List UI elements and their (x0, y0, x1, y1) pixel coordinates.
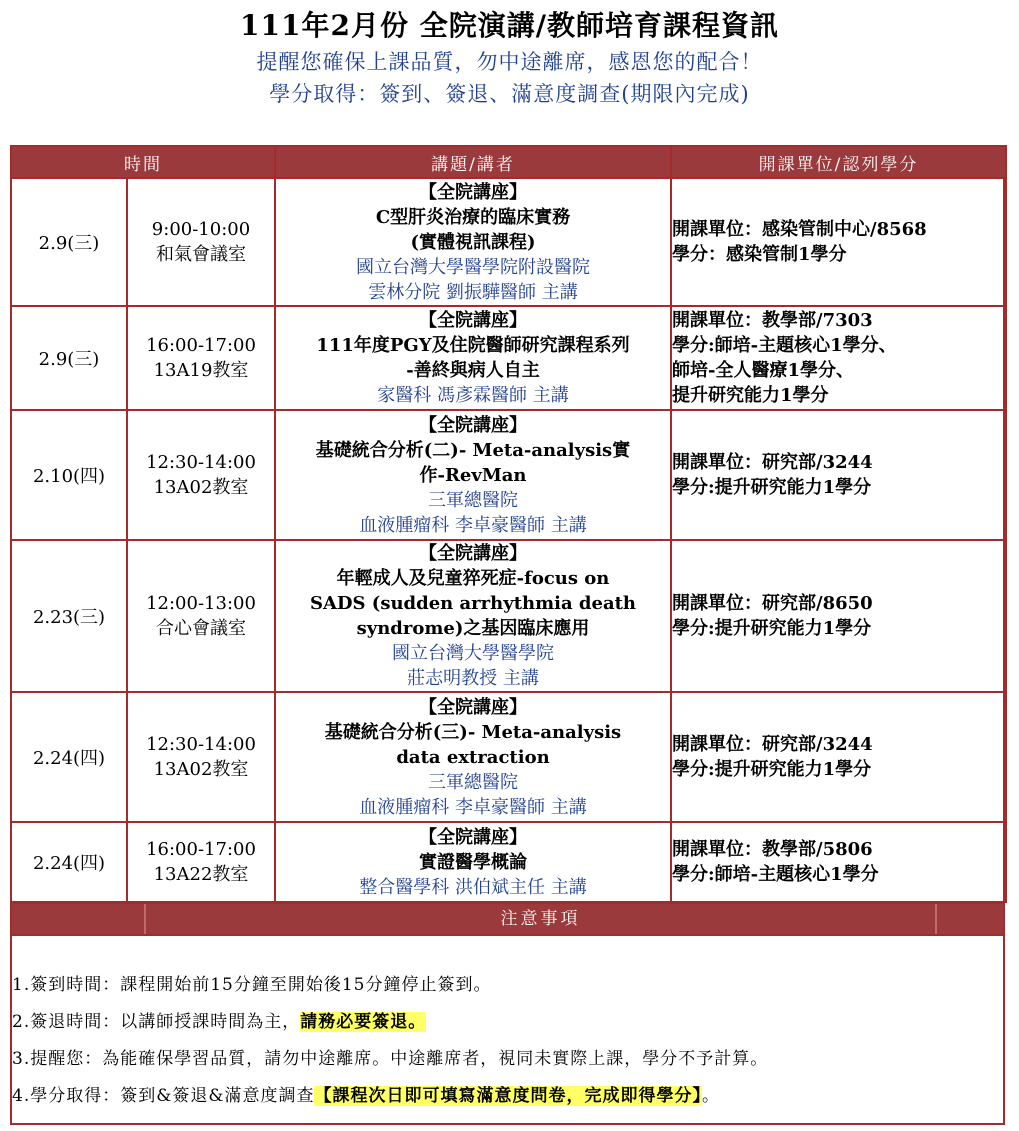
schedule-table (10, 145, 1007, 903)
note-text: 4.學分取得：簽到&簽退&滿意度調查 (12, 1086, 315, 1106)
course-title-line: syndrome)之基因臨床應用 (356, 618, 590, 639)
page-title: 111年2月份 全院演講/教師培育課程資訊 (240, 9, 779, 42)
table-row (11, 540, 1006, 692)
table-header-row (11, 146, 1006, 178)
table-row (11, 822, 1006, 902)
credit-line: 開課單位：研究部/3244 (672, 452, 873, 473)
note-item (12, 1081, 720, 1106)
course-time-room (127, 306, 275, 410)
notes-header-right (935, 904, 1003, 934)
speaker-line: 國立台灣大學醫學院附設醫院 (356, 256, 590, 278)
course-title-line: data extraction (396, 746, 550, 768)
credit-line: 開課單位：教學部/7303 (672, 310, 873, 331)
course-credit (671, 410, 1006, 540)
credit-line: 師培-全人醫療1學分、 (672, 360, 854, 381)
course-date: 2.10(四) (11, 410, 127, 540)
lecture-tag: 【全院講座】 (419, 310, 527, 331)
header-time: 時間 (11, 146, 275, 178)
course-room: 13A19教室 (153, 360, 249, 381)
speaker-line: 國立台灣大學醫學院 (392, 643, 554, 664)
note-highlight: 【課程次日即可填寫滿意度問卷，完成即得學分】 (314, 1086, 702, 1106)
course-time: 12:30-14:00 (146, 734, 256, 755)
speaker-line: 三軍總醫院 (428, 771, 518, 793)
course-title-line: 111年度PGY及住院醫師研究課程系列 (316, 335, 630, 356)
course-time-room (127, 822, 275, 902)
course-title-line: 年輕成人及兒童猝死症-focus on (336, 568, 610, 589)
course-date: 2.23(三) (11, 540, 127, 692)
course-topic (275, 178, 671, 306)
course-credit (671, 692, 1006, 822)
speaker-line: 家醫科 馮彥霖醫師 主講 (377, 385, 569, 406)
reminder-text: 提醒您確保上課品質，勿中途離席，感恩您的配合！ (256, 50, 763, 74)
lecture-tag: 【全院講座】 (419, 826, 527, 848)
note-item: 1.簽到時間：課程開始前15分鐘至開始後15分鐘停止簽到。 (12, 975, 492, 995)
header-topic: 講題/講者 (275, 146, 671, 178)
credit-line: 開課單位：研究部/3244 (672, 734, 873, 755)
course-credit (671, 178, 1006, 306)
notes-header-left (12, 904, 146, 934)
course-title-line: SADS (sudden arrhythmia death (309, 593, 637, 614)
course-time-room (127, 692, 275, 822)
course-topic (275, 540, 671, 692)
course-title-line: 基礎統合分析(二)- Meta-analysis實 (315, 439, 631, 461)
speaker-line: 血液腫瘤科 李卓豪醫師 主講 (359, 796, 587, 818)
credit-line: 學分：感染管制1學分 (672, 244, 847, 265)
course-time-room (127, 178, 275, 306)
note-item (12, 1007, 426, 1032)
credit-line: 開課單位：感染管制中心/8568 (672, 219, 927, 240)
course-date: 2.9(三) (11, 306, 127, 410)
course-topic (275, 306, 671, 410)
credit-line: 開課單位：研究部/8650 (672, 593, 873, 614)
course-time: 16:00-17:00 (146, 839, 256, 860)
credit-line: 開課單位：教學部/5806 (672, 839, 873, 860)
course-title-line: 作-RevMan (419, 464, 527, 486)
course-topic (275, 692, 671, 822)
course-room: 13A02教室 (153, 477, 249, 498)
course-credit (671, 540, 1006, 692)
course-time-room (127, 410, 275, 540)
table-row (11, 692, 1006, 822)
credit-line: 學分:師培-主題核心1學分、 (672, 335, 897, 356)
table-row (11, 410, 1006, 540)
credit-line: 學分:提升研究能力1學分 (672, 477, 872, 498)
course-date: 2.24(四) (11, 692, 127, 822)
lecture-tag: 【全院講座】 (419, 414, 527, 436)
course-topic (275, 410, 671, 540)
course-topic (275, 822, 671, 902)
lecture-tag: 【全院講座】 (419, 696, 527, 718)
notes-header (10, 902, 1005, 936)
notes-heading: 注意事項 (500, 909, 581, 929)
note-item: 3.提醒您：為能確保學習品質，請勿中途離席。中途離席者，視同未實際上課，學分不予計算。 (12, 1049, 769, 1069)
course-title-line: 實證醫學概論 (419, 851, 527, 873)
speaker-line: 血液腫瘤科 李卓豪醫師 主講 (359, 514, 587, 536)
course-room: 13A02教室 (153, 759, 249, 780)
note-end: 。 (701, 1086, 720, 1106)
credit-rule-text: 學分取得：簽到、簽退、滿意度調查(期限內完成) (269, 82, 750, 106)
table-row (11, 178, 1006, 306)
speaker-line: 莊志明教授 主講 (407, 668, 539, 689)
course-date: 2.24(四) (11, 822, 127, 902)
course-date: 2.9(三) (11, 178, 127, 306)
credit-line: 提升研究能力1學分 (672, 385, 829, 406)
course-time: 12:30-14:00 (146, 452, 256, 473)
speaker-line: 雲林分院 劉振驊醫師 主講 (368, 281, 578, 303)
note-text: 2.簽退時間：以講師授課時間為主， (12, 1012, 301, 1032)
lecture-tag: 【全院講座】 (419, 181, 527, 203)
header-unit: 開課單位/認列學分 (671, 146, 1006, 178)
course-room: 合心會議室 (156, 618, 246, 639)
course-credit (671, 822, 1006, 902)
course-room: 和氣會議室 (156, 244, 246, 265)
note-highlight: 請務必要簽退。 (300, 1012, 427, 1032)
table-row (11, 306, 1006, 410)
speaker-line: 三軍總醫院 (428, 489, 518, 511)
course-time-room (127, 540, 275, 692)
credit-line: 學分:提升研究能力1學分 (672, 759, 872, 780)
course-title-line: (實體視訊課程) (410, 231, 536, 253)
course-credit (671, 306, 1006, 410)
course-time: 16:00-17:00 (146, 335, 256, 356)
course-time: 12:00-13:00 (146, 593, 256, 614)
course-title-line: -善終與病人自主 (406, 360, 540, 381)
course-room: 13A22教室 (153, 864, 249, 885)
credit-line: 學分:提升研究能力1學分 (672, 618, 872, 639)
speaker-line: 整合醫學科 洪伯斌主任 主講 (359, 876, 587, 898)
course-title-line: 基礎統合分析(三)- Meta-analysis (324, 721, 622, 743)
credit-line: 學分:師培-主題核心1學分 (672, 864, 879, 885)
course-title-line: C型肝炎治療的臨床實務 (375, 206, 571, 228)
course-time: 9:00-10:00 (151, 219, 251, 240)
lecture-tag: 【全院講座】 (419, 543, 527, 564)
